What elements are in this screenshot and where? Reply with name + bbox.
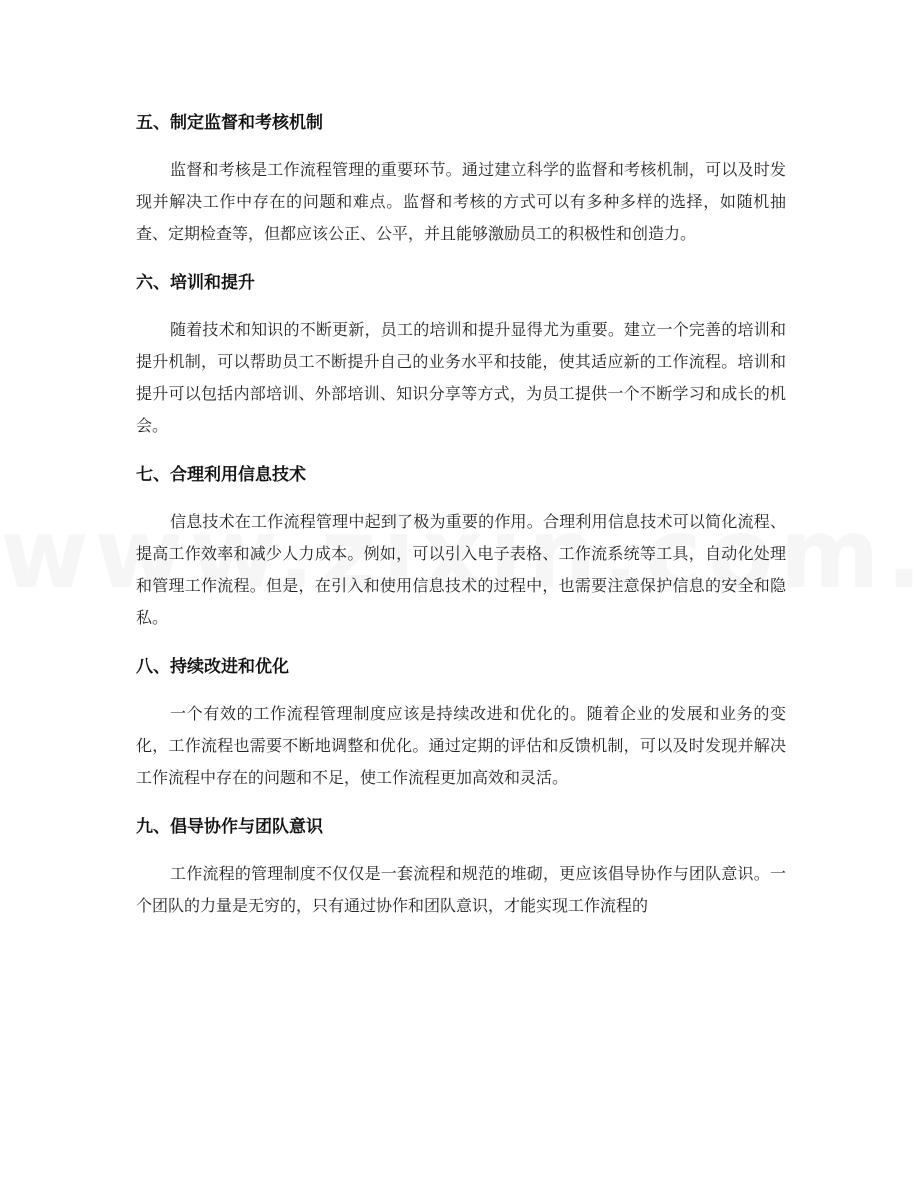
section-paragraph: 信息技术在工作流程管理中起到了极为重要的作用。合理利用信息技术可以简化流程、提高工作效率和减少人力成本。例如，可以引入电子表格、工作流系统等工具，自动化处理和管理工作流程。但是，在引入和使用信息技术的过程中，也需要注意保护信息的安全和隐私。 (136, 512, 786, 627)
section-heading: 五、制定监督和考核机制 (136, 113, 323, 133)
section-paragraph: 一个有效的工作流程管理制度应该是持续改进和优化的。随着企业的发展和业务的变化，工作流程也需要不断地调整和优化。通过定期的评估和反馈机制，可以及时发现并解决工作流程中存在的问题和不足，使工作流程更加高效和灵活。 (136, 704, 786, 787)
section-6 (136, 264, 786, 442)
section-paragraph: 监督和考核是工作流程管理的重要环节。通过建立科学的监督和考核机制，可以及时发现并解决工作中存在的问题和难点。监督和考核的方式可以有多种多样的选择，如随机抽查、定期检查等，但都应该公正、公平，并且能够激励员工的积极性和创造力。 (136, 160, 786, 243)
section-heading: 九、倡导协作与团队意识 (136, 817, 323, 837)
section-8 (136, 648, 786, 794)
document-body (136, 104, 786, 936)
section-heading: 六、培训和提升 (136, 273, 255, 293)
section-heading: 八、持续改进和优化 (136, 657, 289, 677)
section-heading: 七、合理利用信息技术 (136, 465, 306, 485)
section-paragraph: 工作流程的管理制度不仅仅是一套流程和规范的堆砌，更应该倡导协作与团队意识。一个团队的力量是无穷的，只有通过协作和团队意识，才能实现工作流程的 (136, 864, 786, 915)
section-9 (136, 808, 786, 922)
section-paragraph: 随着技术和知识的不断更新，员工的培训和提升显得尤为重要。建立一个完善的培训和提升机制，可以帮助员工不断提升自己的业务水平和技能，使其适应新的工作流程。培训和提升可以包括内部培训、外部培训、知识分享等方式，为员工提供一个不断学习和成长的机会。 (136, 320, 786, 435)
section-7 (136, 456, 786, 634)
section-5 (136, 104, 786, 250)
